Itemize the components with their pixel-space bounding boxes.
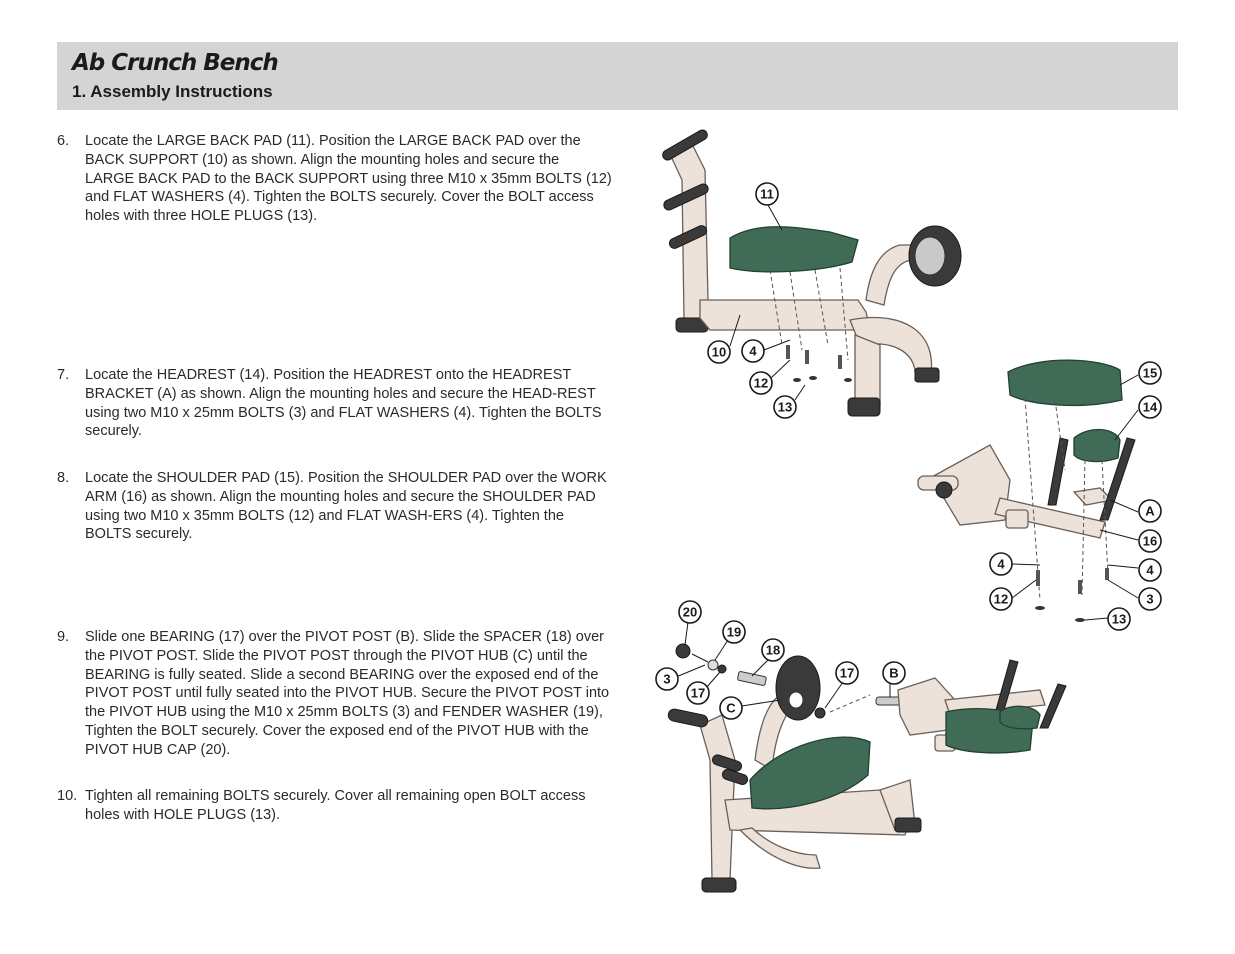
callout-15 <box>1139 362 1161 384</box>
svg-text:C: C <box>726 700 736 716</box>
svg-text:18: 18 <box>765 642 781 658</box>
step-number: 7. <box>57 367 70 383</box>
svg-text:14: 14 <box>1142 399 1158 415</box>
svg-text:12: 12 <box>753 375 769 391</box>
callout-B <box>883 662 905 684</box>
step-6 <box>57 132 612 226</box>
svg-text:3: 3 <box>1146 591 1154 607</box>
callout-16 <box>1139 530 1161 552</box>
step-10 <box>57 787 612 825</box>
step-text: Locate the HEADREST (14). Position the HEADREST onto the HEADREST BRACKET (A) as shown. Align the mounting holes and secure the HEAD-REST using two M10 x 25mm BOLTS (3) and FLAT WASHERS (4). Tighten the BOLTS securely. <box>85 367 602 440</box>
callout-4 <box>742 340 764 362</box>
callout-13 <box>774 396 796 418</box>
page-header <box>57 42 1178 110</box>
callout-3 <box>1139 588 1161 610</box>
svg-text:A: A <box>1145 503 1155 519</box>
callout-14 <box>1139 396 1161 418</box>
svg-text:3: 3 <box>663 671 671 687</box>
callout-20 <box>679 601 701 623</box>
callout-10 <box>708 341 730 363</box>
step-text: Locate the LARGE BACK PAD (11). Position the LARGE BACK PAD over the BACK SUPPORT (10) as shown. Align the mounting holes and secure the LARGE BACK PAD to the BACK SUPPORT using three M10 x 35mm BOLTS (12) and FLAT WASHERS (4). Tighten the BOLTS securely. Cover the BOLT access holes with three HOLE PLUGS (13). <box>85 133 612 225</box>
step-text: Locate the SHOULDER PAD (15). Position the SHOULDER PAD over the WORK ARM (16) as shown. Align the mounting holes and secure the SHOULDER PAD using two M10 x 35mm BOLTS (12) and FLAT WASH-ERS (4). Tighten the BOLTS securely. <box>85 470 607 543</box>
step-number: 9. <box>57 629 70 645</box>
svg-text:15: 15 <box>1142 365 1158 381</box>
callout-17 <box>687 682 709 704</box>
callout-3 <box>656 668 678 690</box>
callout-19 <box>723 621 745 643</box>
svg-text:17: 17 <box>839 665 855 681</box>
figure-pivot-assembly <box>667 622 1066 892</box>
svg-text:13: 13 <box>777 399 793 415</box>
callout-C <box>720 697 742 719</box>
step-number: 10. <box>57 788 78 804</box>
svg-text:10: 10 <box>711 344 727 360</box>
svg-text:13: 13 <box>1111 611 1127 627</box>
section-subtitle: 1. Assembly Instructions <box>72 82 273 101</box>
svg-text:12: 12 <box>993 591 1009 607</box>
svg-text:16: 16 <box>1142 533 1158 549</box>
step-7 <box>57 366 612 441</box>
step-9 <box>57 628 612 760</box>
svg-text:4: 4 <box>997 556 1005 572</box>
step-8 <box>57 469 612 544</box>
callout-A <box>1139 500 1161 522</box>
callout-11 <box>756 183 778 205</box>
step-number: 6. <box>57 133 70 149</box>
figure-back-pad <box>661 128 961 416</box>
callout-12 <box>750 372 772 394</box>
figure-headrest-shoulder-pad <box>918 360 1138 622</box>
callout-12 <box>990 588 1012 610</box>
callout-4 <box>1139 559 1161 581</box>
callout-13 <box>1108 608 1130 630</box>
svg-text:11: 11 <box>760 186 774 202</box>
svg-text:19: 19 <box>726 624 742 640</box>
step-number: 8. <box>57 470 70 486</box>
svg-text:4: 4 <box>1146 562 1154 578</box>
callout-17 <box>836 662 858 684</box>
step-text: Tighten all remaining BOLTS securely. Cover all remaining open BOLT access holes with HOLE PLUGS (13). <box>85 788 586 823</box>
svg-text:17: 17 <box>690 685 706 701</box>
svg-text:B: B <box>889 665 899 681</box>
callout-4 <box>990 553 1012 575</box>
callout-18 <box>762 639 784 661</box>
svg-text:20: 20 <box>682 604 698 620</box>
step-text: Slide one BEARING (17) over the PIVOT POST (B). Slide the SPACER (18) over the PIVOT POST. Slide the PIVOT POST through the PIVOT HUB (C) until the BEARING is fully seated. Slide a second BEARING over the exposed end of the PIVOT POST until fully seated into the PIVOT HUB. Secure the PIVOT POST into the PIVOT HUB using the M10 x 25mm BOLTS (3) and FENDER WASHER (19), Tighten the BOLT securely. Cover the exposed end of the PIVOT HUB with the PIVOT HUB CAP (20). <box>85 629 610 758</box>
assembly-illustrations <box>640 120 1180 910</box>
page-title: Ab Crunch Bench <box>72 50 278 76</box>
svg-text:4: 4 <box>749 343 757 359</box>
